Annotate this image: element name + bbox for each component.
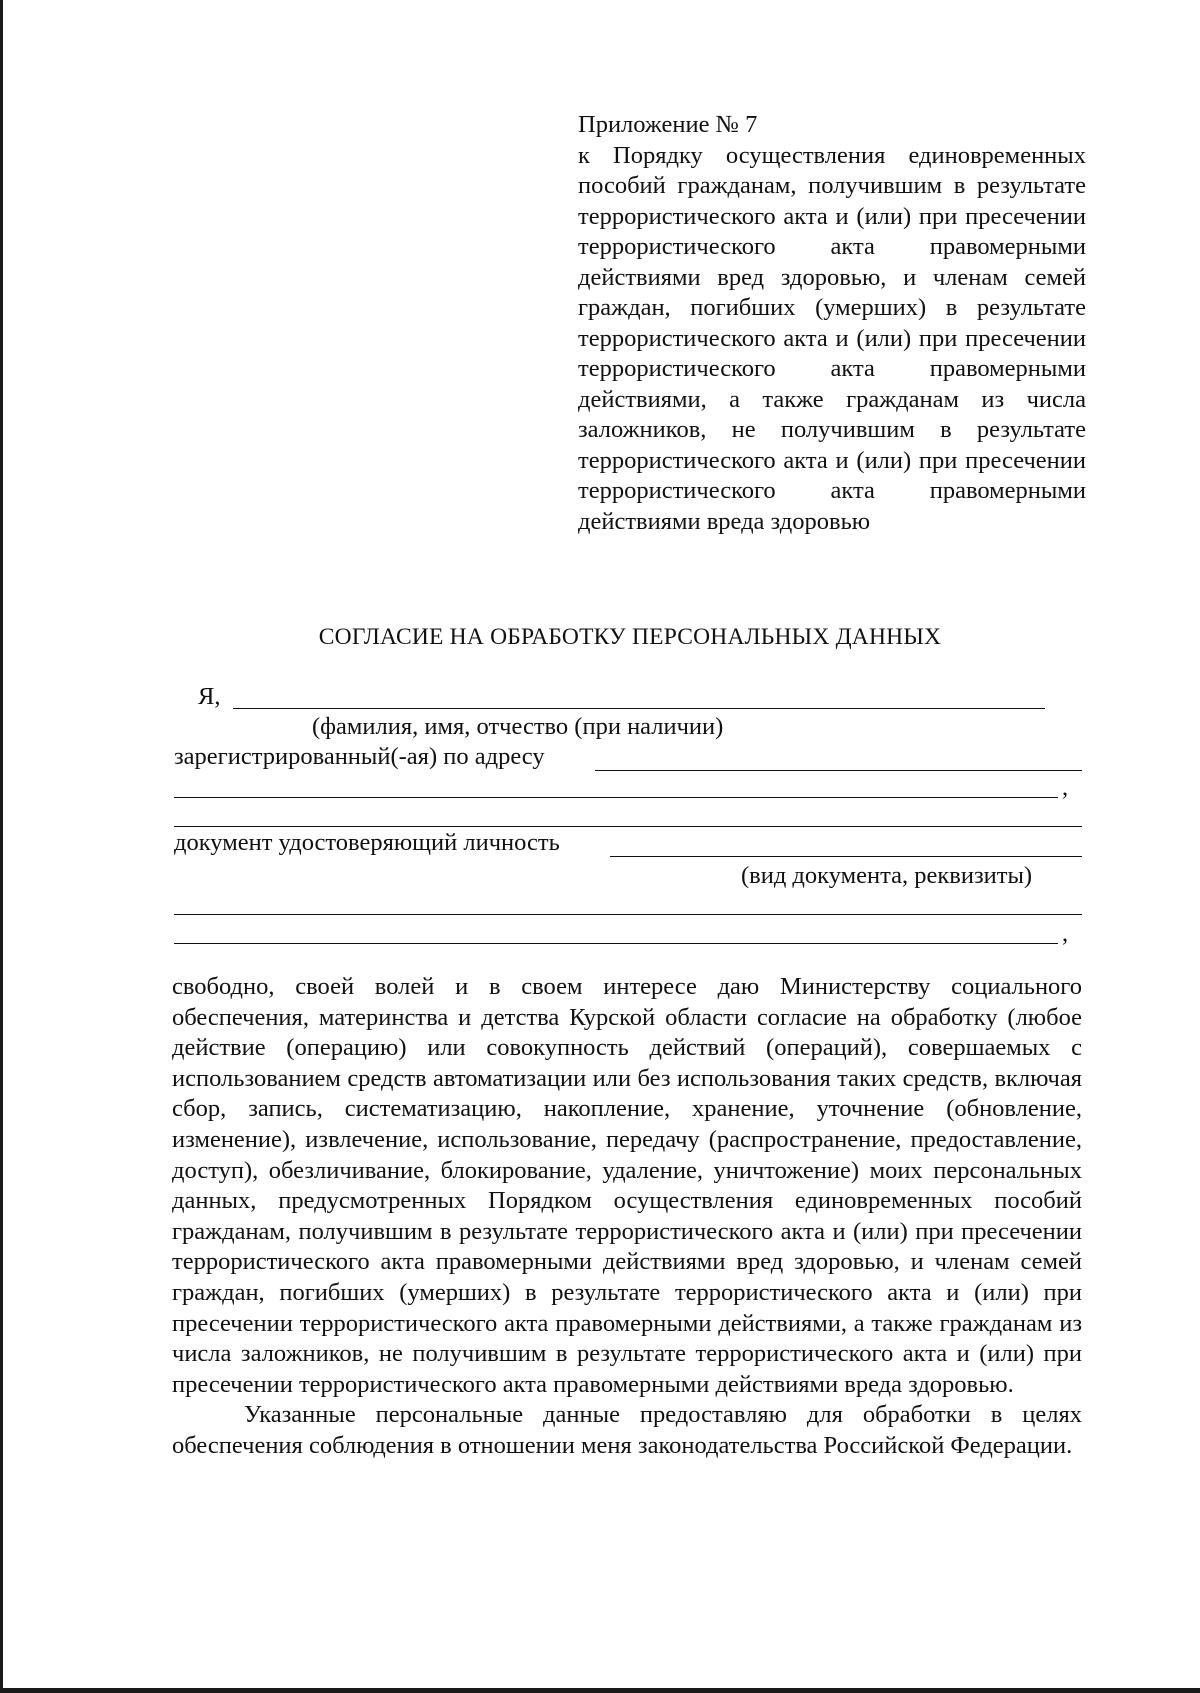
address-label: зарегистрированный(-ая) по адресу bbox=[174, 743, 545, 770]
name-field[interactable] bbox=[233, 708, 1045, 709]
id-doc-field[interactable] bbox=[610, 856, 1082, 857]
scan-edge-left bbox=[0, 0, 3, 1693]
address-field-line-3[interactable] bbox=[174, 826, 1082, 827]
id-doc-label: документ удостоверяющий личность bbox=[174, 829, 560, 856]
appendix-title: Приложение № 7 bbox=[578, 111, 758, 138]
address-field-line-2[interactable] bbox=[174, 797, 1058, 798]
address-comma: , bbox=[1062, 774, 1069, 801]
appendix-block bbox=[578, 110, 1086, 537]
consent-body bbox=[172, 972, 1082, 1462]
name-hint: (фамилия, имя, отчество (при наличии) bbox=[312, 713, 724, 740]
address-field[interactable] bbox=[595, 770, 1082, 771]
consent-paragraph-1: свободно, своей волей и в своем интересе даю Министерству социального обеспечения, материнства и детства Курской области согласие на обработку (любое действие (операцию) или совокупность действий (операций), совершаемых с использованием средств автоматизации или без использования таких средств, включая сбор, запись, систематизацию, накопление, хранение, уточнение (обновление, изменение), извлечение, использование, передачу (распространение, предоставление, доступ), обезличивание, блокирование, удаление, уничтожение) моих персональных данных, предусмотренных Порядком осуществления единовременных пособий гражданам, получившим в результате террористического акта и (или) при пресечении террористического акта правомерными действиями вред здоровью, и членам семей граждан, погибших (умерших) в результате террористического акта и (или) при пресечении террористического акта правомерными действиями, а также гражданам из числа заложников, не получившим в результате террористического акта и (или) при пресечении террористического акта правомерными действиями вреда здоровью. bbox=[172, 973, 1082, 1398]
consent-paragraph-2: Указанные персональные данные предоставляю для обработки в целях обеспечения соблюдения в отношении меня законодательства Российской Федерации. bbox=[172, 1401, 1082, 1459]
id-doc-hint: (вид документа, реквизиты) bbox=[741, 862, 1033, 889]
id-doc-field-line-2[interactable] bbox=[174, 914, 1082, 915]
id-doc-field-line-3[interactable] bbox=[174, 943, 1058, 944]
scan-edge-bottom bbox=[0, 1688, 1200, 1693]
name-label: Я, bbox=[198, 683, 221, 710]
appendix-text: к Порядку осуществления единовременных пособий гражданам, получившим в результате террористического акта и (или) при пресечении террористического акта правомерными действиями вред здоровью, и членам семей граждан, погибших (умерших) в результате террористического акта и (или) при пресечении террористического акта правомерными действиями, а также гражданам из числа заложников, не получившим в результате террористического акта и (или) при пресечении террористического акта правомерными действиями вреда здоровью bbox=[578, 141, 1086, 535]
document-title: СОГЛАСИЕ НА ОБРАБОТКУ ПЕРСОНАЛЬНЫХ ДАННЫХ bbox=[318, 624, 942, 650]
id-doc-comma: , bbox=[1062, 920, 1069, 947]
